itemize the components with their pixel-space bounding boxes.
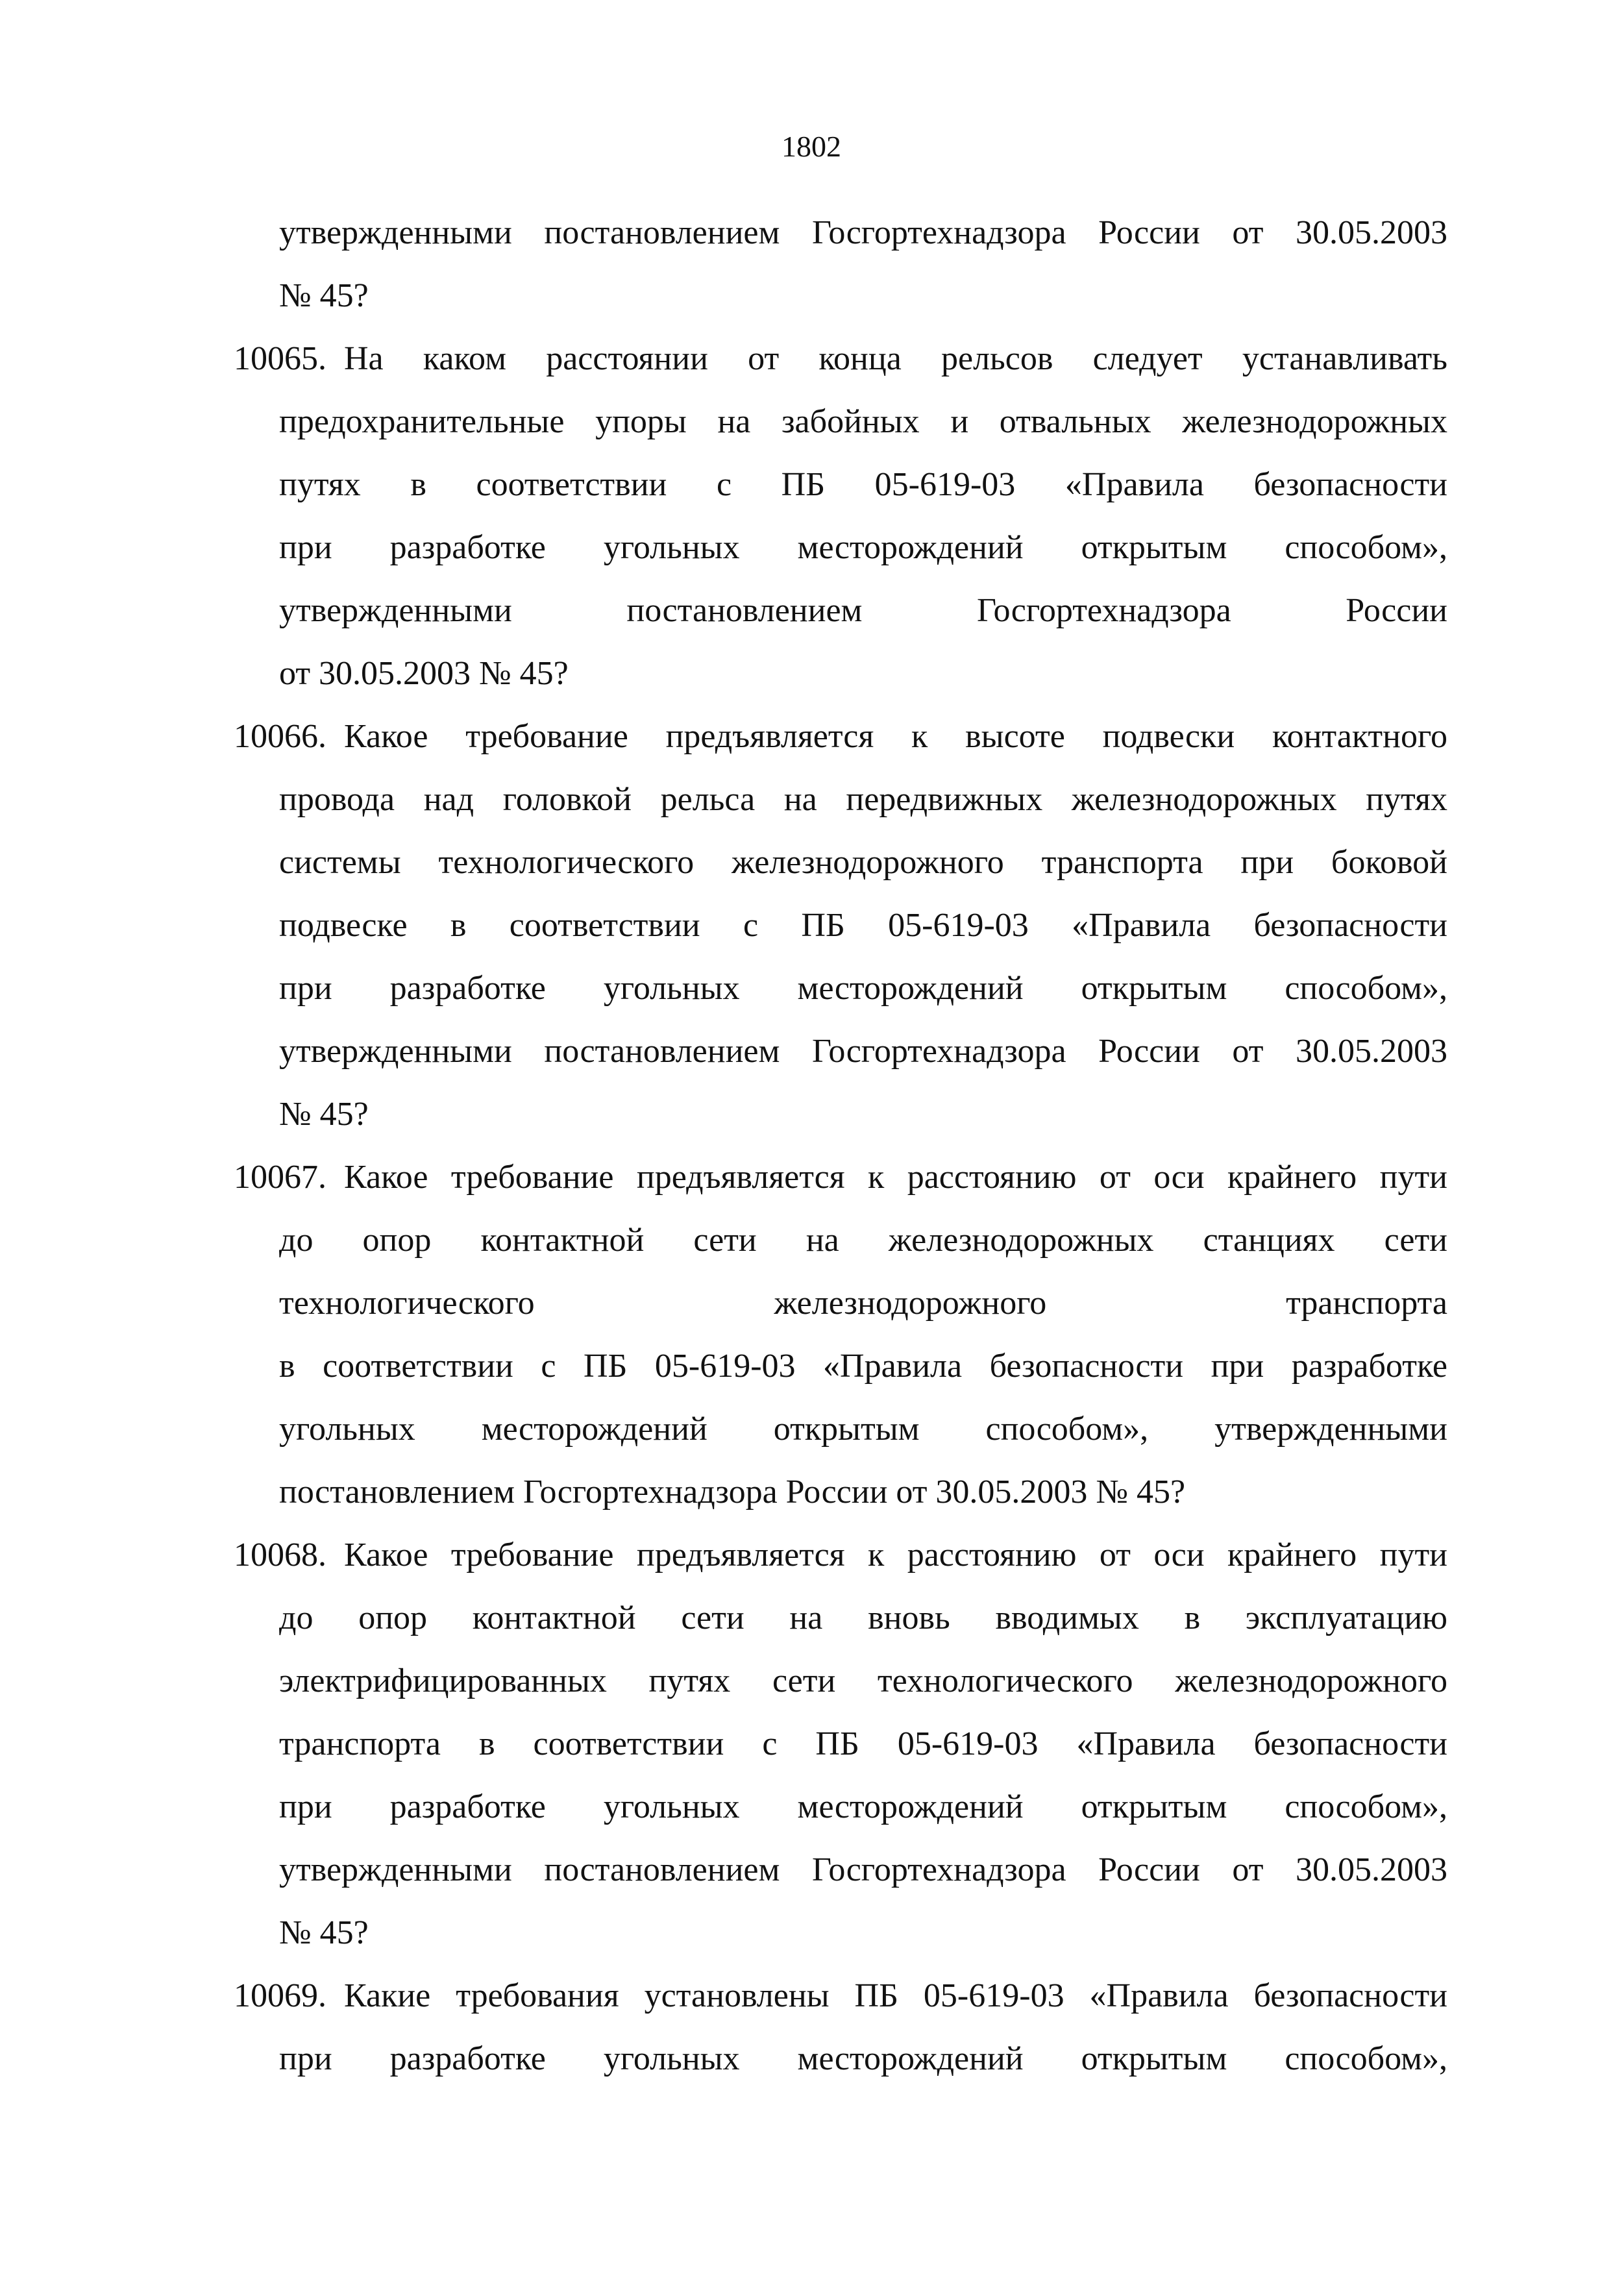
text-line: Какие требования установлены ПБ 05-619-03 «Правила безопасности	[344, 1977, 1447, 2014]
text-line: предохранительные упоры на забойных и отвальных железнодорожных	[279, 403, 1447, 440]
text-line: при разработке угольных месторождений открытым способом»,	[279, 529, 1447, 566]
text-line: при разработке угольных месторождений открытым способом»,	[279, 970, 1447, 1007]
question-item	[234, 1146, 1447, 1523]
text-line: транспорта в соответствии с ПБ 05-619-03 «Правила безопасности	[279, 1725, 1447, 1762]
text-line: утвержденными постановлением Госгортехнадзора России от 30.05.2003	[279, 214, 1447, 251]
text-line: утвержденными постановлением Госгортехнадзора России от 30.05.2003	[279, 1033, 1447, 1070]
text-line: при разработке угольных месторождений открытым способом»,	[279, 2040, 1447, 2077]
text-line: в соответствии с ПБ 05-619-03 «Правила безопасности при разработке	[279, 1348, 1447, 1385]
question-item	[234, 705, 1447, 1146]
text-line: до опор контактной сети на железнодорожных станциях сети	[279, 1222, 1447, 1259]
question-item	[234, 1964, 1447, 2090]
text-line: путях в соответствии с ПБ 05-619-03 «Правила безопасности	[279, 466, 1447, 503]
continuation-text	[234, 201, 1447, 327]
question-number: 10068.	[234, 1536, 326, 1573]
text-line: при разработке угольных месторождений открытым способом»,	[279, 1788, 1447, 1825]
text-line: электрифицированных путях сети технологического железнодорожного	[279, 1662, 1447, 1699]
text-line: постановлением Госгортехнадзора России от 30.05.2003 № 45?	[279, 1474, 1186, 1511]
text-line: № 45?	[279, 1914, 369, 1951]
text-line: № 45?	[279, 1096, 369, 1133]
page-content	[234, 201, 1447, 2090]
text-line: системы технологического железнодорожного транспорта при боковой	[279, 844, 1447, 881]
text-line: Какое требование предъявляется к расстоянию от оси крайнего пути	[344, 1159, 1447, 1196]
page-number: 1802	[781, 130, 841, 163]
text-line: № 45?	[279, 277, 369, 314]
question-number: 10066.	[234, 718, 326, 755]
text-line: Какое требование предъявляется к расстоянию от оси крайнего пути	[344, 1536, 1447, 1573]
text-line: провода над головкой рельса на передвижных железнодорожных путях	[279, 781, 1447, 818]
text-line: На каком расстоянии от конца рельсов следует устанавливать	[344, 340, 1447, 377]
text-line: утвержденными постановлением Госгортехнадзора России от 30.05.2003	[279, 1851, 1447, 1888]
question-item	[234, 327, 1447, 705]
text-line: утвержденными постановлением Госгортехнадзора России	[279, 592, 1447, 629]
question-number: 10065.	[234, 340, 326, 377]
question-number: 10069.	[234, 1977, 326, 2014]
question-number: 10067.	[234, 1159, 326, 1196]
text-line: Какое требование предъявляется к высоте подвески контактного	[344, 718, 1447, 755]
text-line: подвеске в соответствии с ПБ 05-619-03 «Правила безопасности	[279, 907, 1447, 944]
text-line: от 30.05.2003 № 45?	[279, 655, 569, 692]
text-line: до опор контактной сети на вновь вводимых в эксплуатацию	[279, 1599, 1447, 1636]
text-line: технологического железнодорожного транспорта	[279, 1285, 1447, 1322]
text-line: угольных месторождений открытым способом», утвержденными	[279, 1411, 1447, 1448]
question-item	[234, 1523, 1447, 1964]
